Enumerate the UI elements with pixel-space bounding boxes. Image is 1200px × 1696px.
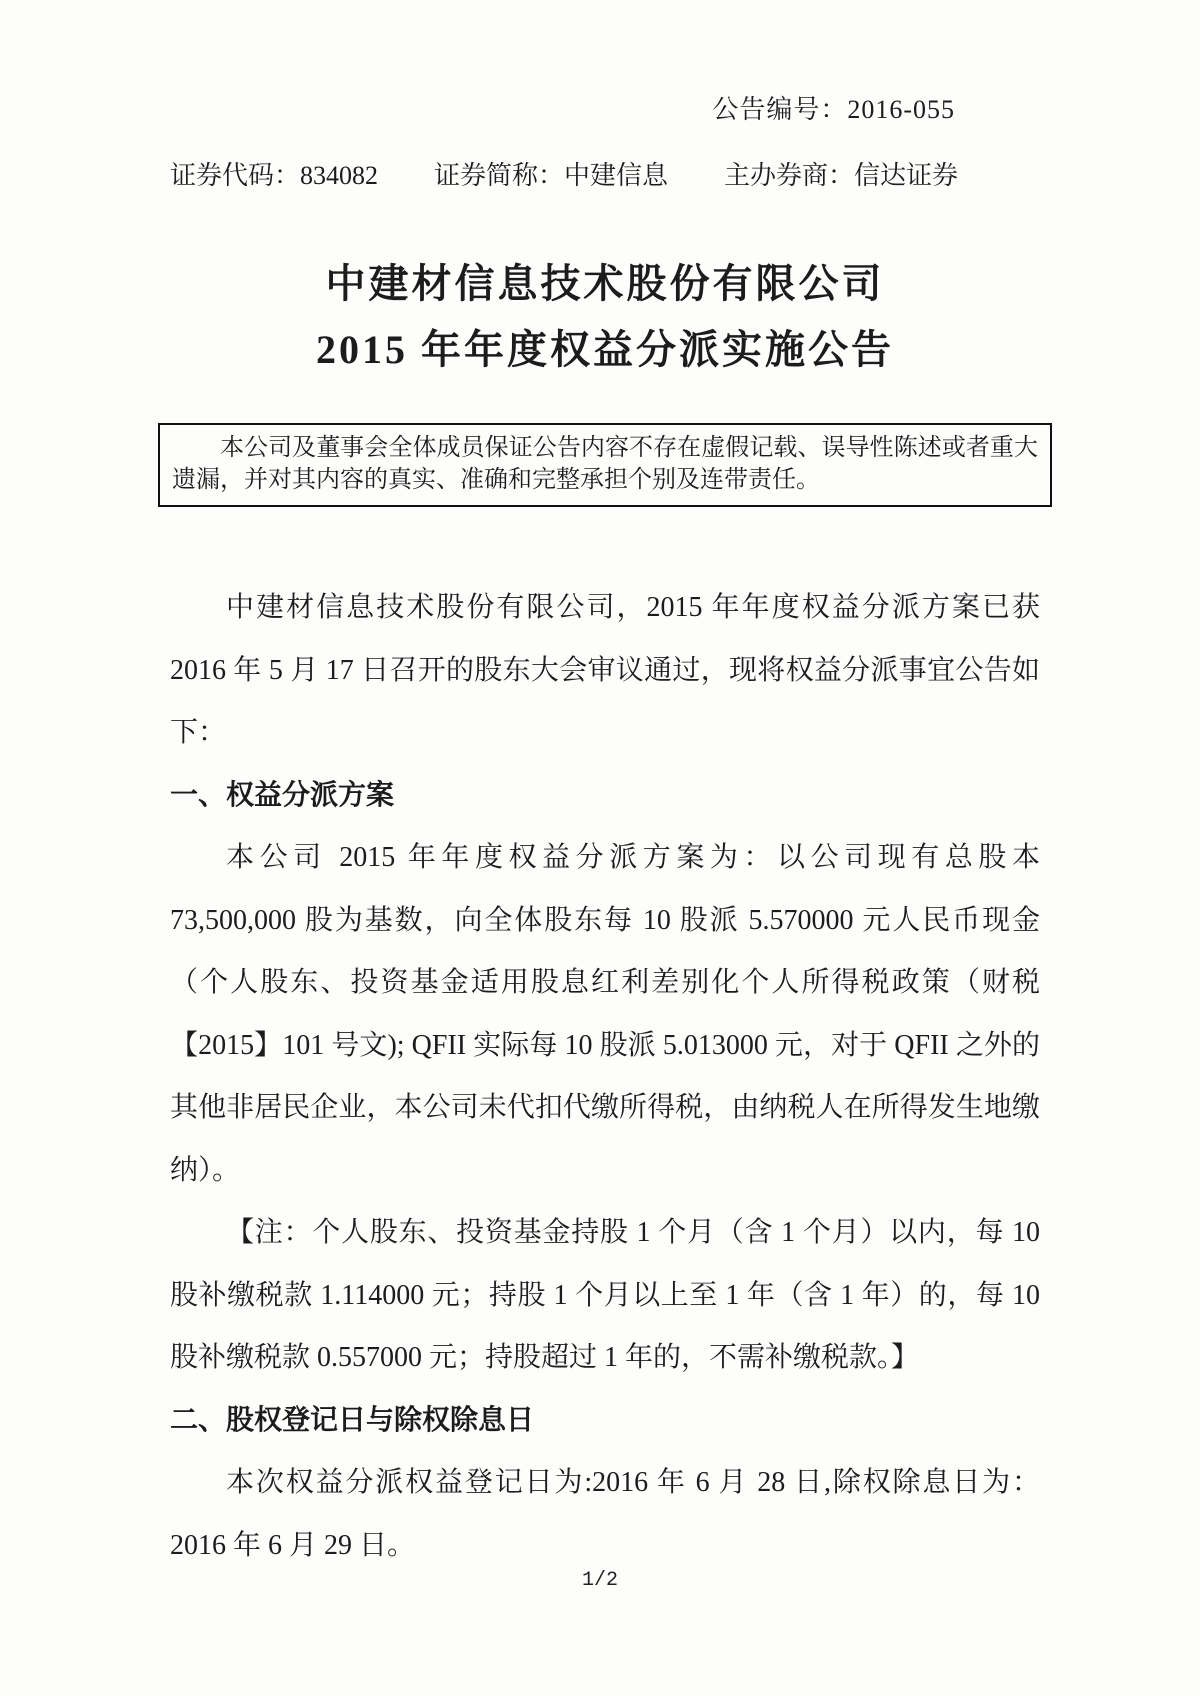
intro-paragraph: 中建材信息技术股份有限公司，2015 年年度权益分派方案已获 2016 年 5 月 17 日召开的股东大会审议通过，现将权益分派事宜公告如下： [170,592,1040,748]
section1-paragraph: 本公司 2015 年年度权益分派方案为：以公司现有总股本 73,500,000 股为基数，向全体股东每 10 股派 5.570000 元人民币现金（个人股东、投资基金适用股息红利差别化个人所得税政策（财税【2015】101 号文); QFII 实际每 10 股派 5.013000 元，对于 QFII 之外的其他非居民企业，本公司未代扣代缴所得税，由纳税人在所得发生地缴纳）。 [170,842,1040,1186]
disclaimer-box: 本公司及董事会全体成员保证公告内容不存在虚假记载、误导性陈述或者重大遗漏，并对其内容的真实、准确和完整承担个别及连带责任。 [158,423,1052,507]
securities-header-row [170,161,1040,191]
document-title-line2: 2015 年年度权益分派实施公告 [316,327,894,372]
stock-code: 证券代码：834082 [170,161,379,190]
announcement-number: 公告编号：2016-055 [712,95,955,124]
sponsor-broker: 主办券商：信达证券 [723,161,958,190]
document-title-line1: 中建材信息技术股份有限公司 [325,261,885,306]
page-number: 1/2 [581,1569,618,1592]
announcement-body [170,577,1040,1577]
section2-paragraph: 本次权益分派权益登记日为:2016 年 6 月 28 日,除权除息日为：2016 年 6 月 29 日。 [170,1467,1040,1561]
section1-heading: 一、权益分派方案 [170,779,395,811]
document-title [170,251,1040,383]
section1-tax-note: 【注：个人股东、投资基金持股 1 个月（含 1 个月）以内，每 10 股补缴税款 1.114000 元；持股 1 个月以上至 1 年（含 1 年）的，每 10 股补缴税款 0.557000 元；持股超过 1 年的，不需补缴税款。】 [170,1217,1040,1373]
section2-heading: 二、股权登记日与除权除息日 [170,1404,535,1436]
stock-short-name: 证券简称：中建信息 [433,161,668,190]
